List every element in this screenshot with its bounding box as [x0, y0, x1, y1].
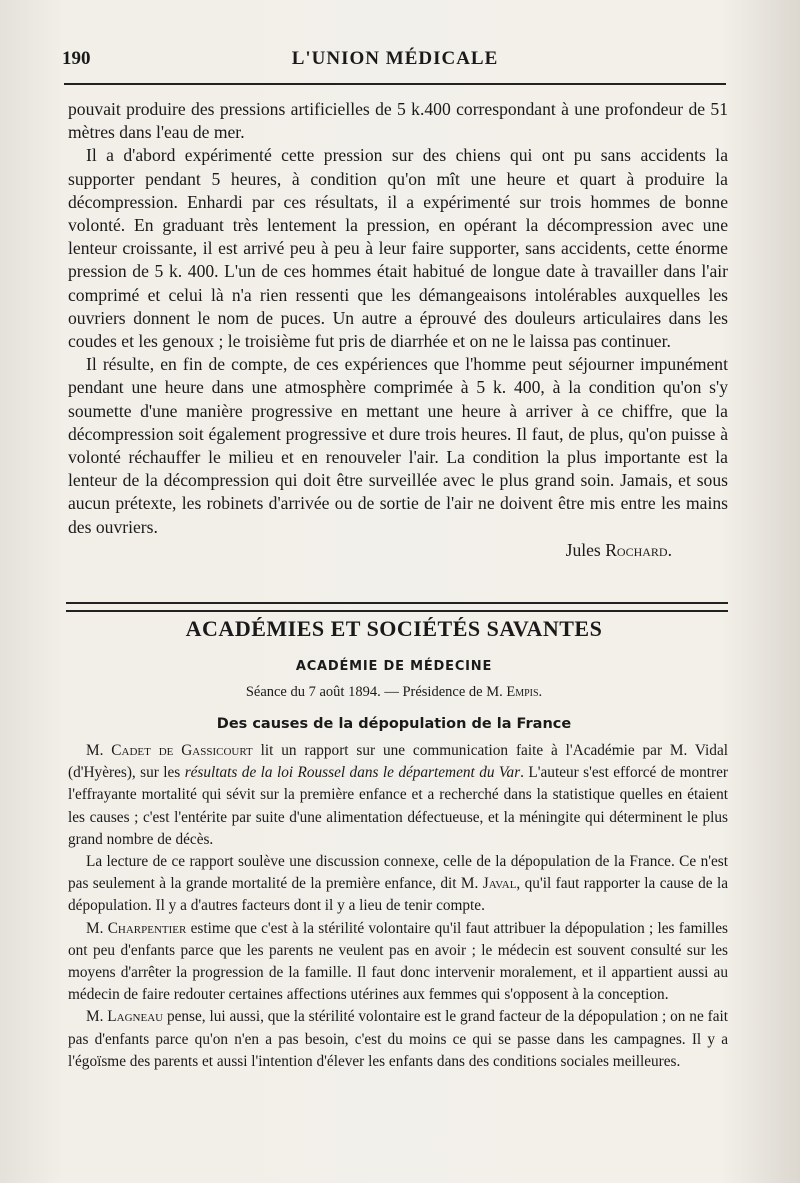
- page-header: [62, 48, 728, 76]
- paragraph-text: . L'auteur s'est efforcé de montrer l'effrayante mortalité qui sévit sur la première enfance et a recherché dans la statistique quelles en étaient les causes ; c'est l'entérite par suite d'une alimentation défectueuse, et la méningite qui déterminent le plus grand nombre de décès.: [68, 764, 728, 848]
- article-1-paragraph: Il a d'abord expérimenté cette pression sur des chiens qui ont pu sans accidents la supporter pendant 5 heures, à condition qu'on mît une heure et quart à produire la décompression. Enhardi par ces résultats, il a expérimenté sur trois hommes de bonne volonté. En graduant très lentement la pression, en opérant la décompression avec une lenteur croissante, il est arrivé peu à peu à leur faire supporter, sans accidents, cette énorme pression de 5 k. 400. L'un de ces hommes était habitué de longue date à travailler dans l'air comprimé et celui là n'a rien ressenti que les démangeaisons intolérables auxquelles les ouvriers donnent le nom de puces. Un autre a éprouvé des douleurs articulaires dans les coudes et les genoux ; le troisième fut pris de diarrhée et on ne le laissa pas continuer.: [68, 145, 728, 352]
- section-title: ACADÉMIES ET SOCIÉTÉS SAVANTES: [185, 616, 603, 641]
- paragraph-text: lit un rapport sur une communication faite à l'Académie par M. Vidal (d'Hyères), sur les: [68, 742, 728, 782]
- article-2-paragraph: [68, 740, 728, 851]
- session-prefix: Séance du 7 août 1894. — Présidence de M.: [245, 684, 503, 700]
- paragraph-text: pense, lui aussi, que la stérilité volontaire est le grand facteur de la dépopulation ; on ne fait pas d'enfants parce qu'on n'en a pas besoin, c'est du moins ce qui se passe dans les campagnes. Il y a l'égoïsme des parents et aussi l'intention d'élever les enfants dans des conditions sociales meilleures.: [68, 1008, 728, 1070]
- speaker-name: Lagneau: [107, 1008, 164, 1026]
- article-1-body: [68, 98, 728, 562]
- speaker-name: Javal: [482, 875, 517, 893]
- session-line: [60, 684, 728, 701]
- article-2-title: Des causes de la dépopulation de la France: [216, 716, 572, 732]
- speaker-prefix: M.: [86, 1008, 108, 1026]
- author-signature: [68, 539, 728, 562]
- speaker-name: Charpentier: [107, 919, 187, 937]
- article-1-paragraph: pouvait produire des pressions artificielles de 5 k.400 correspondant à une profondeur de 51 mètres dans l'eau de mer.: [68, 99, 728, 143]
- page-number: 190: [62, 48, 91, 69]
- header-rule: [64, 83, 726, 85]
- subsection-title: ACADÉMIE DE MÉDECINE: [295, 659, 493, 674]
- article-2-paragraph: [68, 851, 728, 918]
- article-2-paragraph: [68, 918, 728, 1007]
- article-2-paragraph: [68, 1006, 728, 1073]
- paragraph-text: estime que c'est à la stérilité volontaire qu'il faut attribuer la dépopulation ; les familles ont peu d'enfants parce que les parents ne veulent pas en avoir ; le médecin est souvent consulté sur les moyens d'arrêter la progression de la famille. Il faut donc intervenir moralement, et il appartient aussi au médecin de faire redouter certaines affections utérines aux femmes qui s'opposent à la conception.: [68, 919, 729, 1004]
- running-title: L'UNION MÉDICALE: [291, 48, 499, 69]
- speaker-prefix: M.: [86, 919, 108, 937]
- article-2-body: [68, 740, 728, 1073]
- speaker-prefix: M.: [86, 742, 112, 759]
- paragraph-text: , qu'il faut rapporter la cause de la dépopulation. Il y a d'autres facteurs dont il y a lieu de tenir compte.: [68, 875, 728, 915]
- cited-title: résultats de la loi Roussel dans le département du Var: [184, 764, 521, 782]
- signature-last-name: Rochard.: [605, 539, 672, 560]
- signature-first-name: Jules: [565, 539, 601, 560]
- article-1-paragraph: Il résulte, en fin de compte, de ces expériences que l'homme peut séjourner impunément pendant une heure dans une atmosphère comprimée à 5 k. 400, à la condition qu'on s'y soumette d'une manière progressive en mettant une heure à arriver à ce chiffre, que la décompression soit également progressive et dure trois heures. Il faut, de plus, qu'on puisse à volonté réchauffer le milieu et en renouveler l'air. La condition la plus importante est la lenteur de la décompression qui doit être surveillée avec le plus grand soin. Jamais, et sous aucun prétexte, les robinets d'arrivée ou de sortie de l'air ne doivent être mis entre les mains des ouvriers.: [68, 354, 728, 537]
- section-divider: [66, 602, 728, 612]
- speaker-name: Cadet de Gassicourt: [111, 742, 253, 759]
- session-president: Empis.: [506, 684, 543, 700]
- paragraph-text: La lecture de ce rapport soulève une discussion connexe, celle de la dépopulation de la France. Ce n'est pas seulement à la grande mortalité de la première enfance, dit M.: [68, 853, 728, 893]
